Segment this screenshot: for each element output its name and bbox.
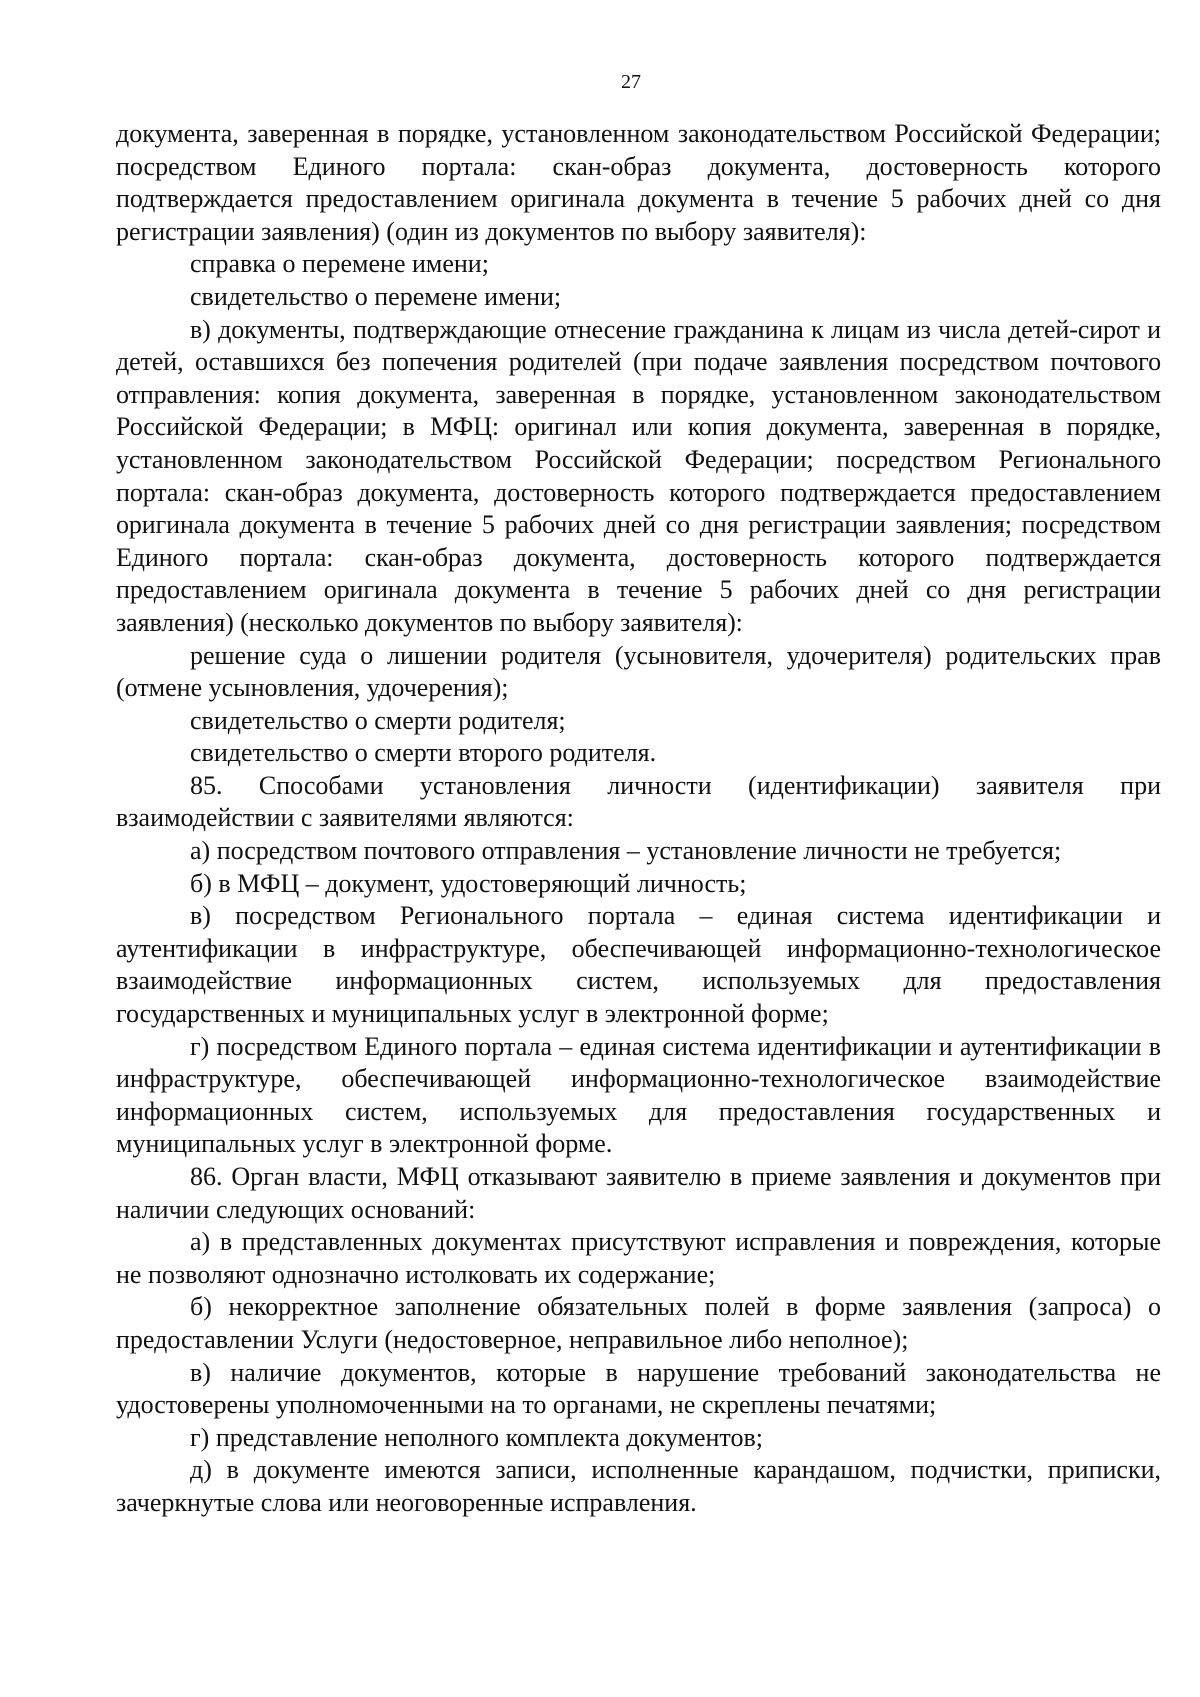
clause-85-item-v: в) посредством Регионального портала – единая система идентификации и аутентификации в инфраструктуре, обеспечивающей информационно-технологическое взаимодействие информационных систем, используемых для предоставления государственных и муниципальных услуг в электронной форме; [116,901,1161,1029]
clause-85-item-b: б) в МФЦ – документ, удостоверяющий личность; [190,868,747,898]
paragraph-orphan-documents: в) документы, подтверждающие отнесение гражданина к лицам из числа детей-сирот и детей, оставшихся без попечения родителей (при подаче заявления посредством почтового отправления: копия документа, заверенная в порядке, установленном законодательством Российской Федерации; в МФЦ: оригинал или копия документа, заверенная в порядке, установленном законодательством Российской Федерации; посредством Регионального портала: скан-образ документа, достоверность которого подтверждается предоставлением оригинала документа в течение 5 рабочих дней со дня регистрации заявления; посредством Единого портала: скан-образ документа, достоверность которого подтверждается предоставлением оригинала документа в течение 5 рабочих дней со дня регистрации заявления) (несколько документов по выбору заявителя): [116,314,1161,637]
clause-86-heading: 86. Орган власти, МФЦ отказывают заявителю в приеме заявления и документов при наличии следующих оснований: [116,1162,1161,1224]
paragraph-continuation: документа, заверенная в порядке, установленном законодательством Российской Федерации; посредством Единого портала: скан-образ документа, достоверность которого подтверждается предоставлением оригинала документа в течение 5 рабочих дней со дня регистрации заявления) (один из документов по выбору заявителя): [116,119,1161,246]
clause-86-item-b: б) некорректное заполнение обязательных полей в форме заявления (запроса) о предоставлении Услуги (недостоверное, неправильное либо неполное); [116,1292,1161,1354]
clause-86-item-a: а) в представленных документах присутствуют исправления и повреждения, которые не позволяют однозначно истолковать их содержание; [116,1227,1161,1289]
clause-86-item-v: в) наличие документов, которые в нарушение требований законодательства не удостоверены уполномоченными на то органами, не скреплены печатями; [116,1357,1161,1420]
document-body [116,118,1161,1520]
page-number: 27 [621,71,641,93]
list-item-name-change-certificate: справка о перемене имени; [190,249,489,279]
list-item-second-parent-death-certificate: свидетельство о смерти второго родителя. [190,738,657,768]
clause-86-item-d: д) в документе имеются записи, исполненные карандашом, подчистки, приписки, зачеркнутые слова или неоговоренные исправления. [116,1455,1161,1517]
clause-86-item-g: г) представление неполного комплекта документов; [190,1422,763,1452]
list-item-court-decision: решение суда о лишении родителя (усыновителя, удочерителя) родительских прав (отмене усыновления, удочерения); [116,640,1161,703]
list-item-name-change-record: свидетельство о перемене имени; [190,281,562,311]
clause-85-item-g: г) посредством Единого портала – единая система идентификации и аутентификации в инфраструктуре, обеспечивающей информационно-технологическое взаимодействие информационных систем, используемых для предоставления государственных и муниципальных услуг в электронной форме. [116,1031,1161,1159]
clause-85-heading: 85. Способами установления личности (идентификации) заявителя при взаимодействии с заявителями являются: [116,770,1161,833]
clause-85-item-a: а) посредством почтового отправления – установление личности не требуется; [190,836,1062,866]
list-item-parent-death-certificate: свидетельство о смерти родителя; [190,705,566,735]
